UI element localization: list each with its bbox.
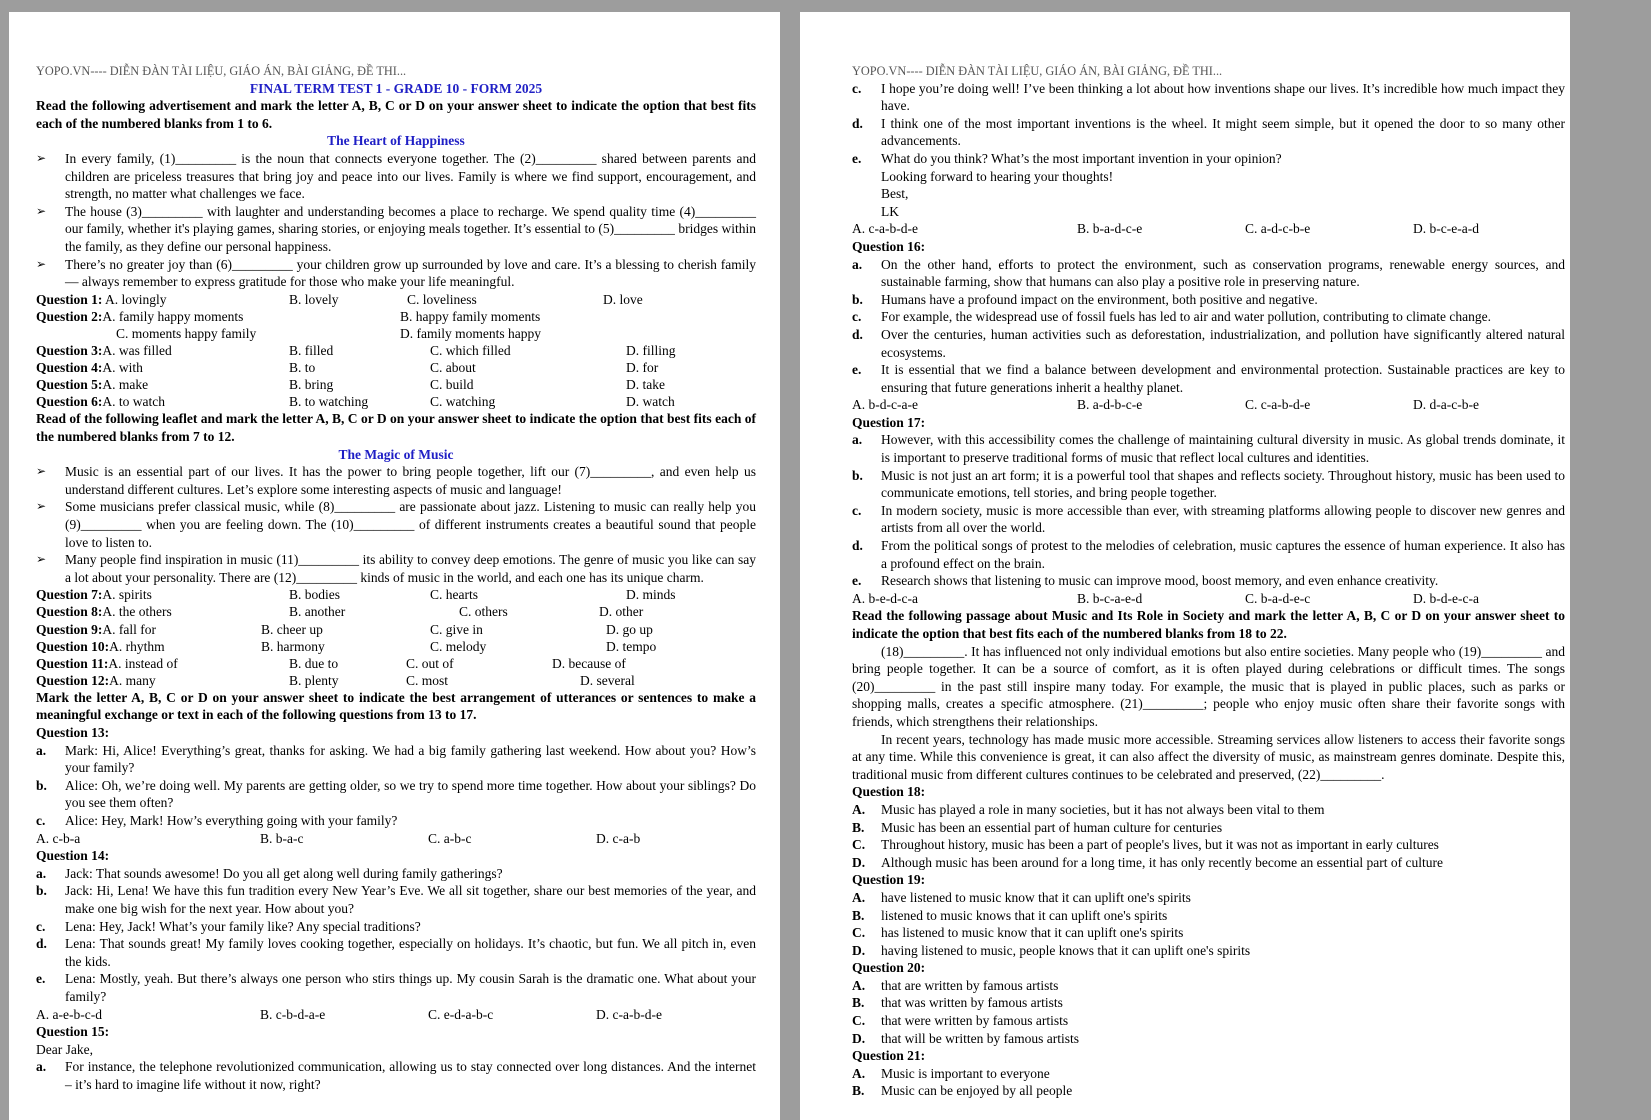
letter-closing: Looking forward to hearing your thoughts! [881,168,1114,184]
option-item: D. Although music has been around for a long time, it has only recently become an essential part of culture [852,854,1443,870]
option-item: d. Lena: That sounds great! My family loves cooking together, especially on holidays. It’s chaotic, but fun. We all pitch in, even the kids. [36,936,756,969]
option-item: b. Humans have a profound impact on the environment, both positive and negative. [852,291,1318,307]
option-item: e. Lena: Mostly, yeah. But there’s always one person who stirs things up. My cousin Sarah is the dramatic one. What about your family? [36,971,756,1004]
question-5: Question 5:A. make B. bring C. build D. take [36,377,665,393]
option-item: e. Research shows that listening to music can improve mood, boost memory, and even enhance creativity. [852,573,1439,589]
option-item: a. Jack: That sounds awesome! Do you all get along well during family gatherings? [36,865,503,881]
page-header: YOPO.VN---- DIỄN ĐÀN TÀI LIỆU, GIÁO ÁN, BÀI GIẢNG, ĐỀ THI... [36,64,407,78]
right-page [800,12,1570,1120]
option-item: c. I hope you’re doing well! I’ve been thinking a lot about how inventions shape our lives. It’s incredible how much impact they have. [852,80,1565,114]
option-item: b. Alice: Oh, we’re doing well. My parents are getting older, so we try to spend more time together. How about your siblings? Do you see them often? [36,777,756,811]
question-18-label: Question 18: [852,784,926,800]
answer-options: A. a-e-b-c-d B. c-b-d-a-e C. e-d-a-b-c D. c-a-b-d-e [36,1006,662,1022]
question-6: Question 6:A. to watch B. to watching C. watching D. watch [36,394,675,410]
question-4: Question 4:A. with B. to C. about D. for [36,360,659,376]
instruction-2: Read of the following leaflet and mark the letter A, B, C or D on your answer sheet to indicate the option that best fits each of the numbered blanks from 7 to 12. [36,411,756,444]
option-item: c. Alice: Hey, Mark! How’s everything going with your family? [36,813,398,829]
passage-title-1: The Heart of Happiness [327,133,465,149]
option-item: B. listened to music knows that it can uplift one's spirits [852,907,1168,923]
instruction-1: Read the following advertisement and mark the letter A, B, C or D on your answer sheet to indicate the option that best fits each of the numbered blanks from 1 to 6. [36,98,756,131]
option-item: B. Music can be enjoyed by all people [852,1083,1073,1099]
option-item: c. Lena: Hey, Jack! What’s your family like? Any special traditions? [36,918,421,934]
option-item: A. Music has played a role in many societies, but it has not always been vital to them [852,801,1325,817]
option-item: d. From the political songs of protest to the melodies of celebration, music captures the essence of human experience. It also has a profound effect on the brain. [852,538,1565,571]
option-item: D. having listened to music, people knows that it can uplift one's spirits [852,942,1251,958]
question-2-cont: C. moments happy family D. family moments happy [116,325,541,341]
option-item: d. Over the centuries, human activities such as deforestation, industrialization, and pollution have significantly altered natural ecosystems. [852,326,1565,360]
question-9: Question 9:A. fall for B. cheer up C. give in D. go up [36,621,653,637]
letter-signature: LK [881,203,899,219]
answer-options: A. c-b-a B. b-a-c C. a-b-c D. c-a-b [36,830,641,846]
question-7: Question 7:A. spirits B. bodies C. hearts D. minds [36,587,676,603]
left-page [9,12,780,1120]
option-item: A. Music is important to everyone [852,1065,1050,1081]
question-16-label: Question 16: [852,238,926,254]
letter-greeting: Dear Jake, [36,1041,93,1057]
question-11: Question 11:A. instead of B. due to C. out of D. because of [36,655,626,671]
question-17-label: Question 17: [852,414,926,430]
option-item: C. that were written by famous artists [852,1013,1069,1029]
question-14-label: Question 14: [36,848,110,864]
option-item: C. Throughout history, music has been a part of people's lives, but it was not as important in early cultures [852,837,1439,853]
passage-paragraph: In recent years, technology has made music more accessible. Streaming services allow listeners to access their favorite songs at any time. While this convenience is great, it can also affect the diversity of music, as mainstream genres dominate. Despite this, traditional music from different cultures continues to be celebrated and preserved, (22)_________. [852,731,1565,782]
question-2: Question 2:A. family happy moments B. happy family moments [36,308,541,324]
answer-options: A. c-a-b-d-e B. b-a-d-c-e C. a-d-c-b-e D. b-c-e-a-d [852,221,1479,237]
test-title: FINAL TERM TEST 1 - GRADE 10 - FORM 2025 [249,80,543,96]
bullet-paragraph: ➢ There’s no greater joy than (6)_________ your children grow up surrounded by love and care. It’s a blessing to cherish family — always remember to express gratitude for those who make your life meaningful. [36,256,756,291]
bullet-paragraph: ➢ Some musicians prefer classical music, while (8)_________ are passionate about jazz. Listening to music can really help you (9)_________ when you are feeling down. The (10)_________ of different instruments creates a beautiful sound that people love to listen to. [36,498,756,551]
answer-options: A. b-d-c-a-e B. a-d-b-c-e C. c-a-b-d-e D. d-a-c-b-e [852,397,1479,413]
option-item: B. that was written by famous artists [852,995,1063,1011]
bullet-paragraph: ➢ In every family, (1)_________ is the noun that connects everyone together. The (2)_________ shared between parents and children are priceless treasures that bring joy and peace into our lives. Family is where we find support, encouragement, and strength, no matter what challenges we face. [36,150,756,203]
question-15-label: Question 15: [36,1024,110,1040]
answer-options: A. b-e-d-c-a B. b-c-a-e-d C. b-a-d-e-c D. b-d-e-c-a [852,590,1479,606]
option-item: B. Music has been an essential part of human culture for centuries [852,819,1223,835]
question-12: Question 12:A. many B. plenty C. most D. several [36,672,635,688]
question-8: Question 8:A. the others B. another C. others D. other [36,604,644,620]
option-item: A. that are written by famous artists [852,977,1059,993]
bullet-paragraph: ➢ Music is an essential part of our lives. It has the power to bring people together, lift our (7)_________, and even help us understand different cultures. Let’s explore some interesting aspects of music and language! [36,463,756,498]
passage-paragraph: (18)_________. It has influenced not only individual emotions but also entire societies. Many people who (19)_________ and bring people together. It can be a source of comfort, as it is often played during celebrations or difficult times. The songs (20)_________ in the past still inspire many today. For example, the music that is played in public places, such as parks or shopping malls, creates a specific atmosphere. (21)_________; people who enjoy music often share their favorite songs with friends, which strengthens their relationships. [852,643,1565,729]
option-item: a. Mark: Hi, Alice! Everything’s great, thanks for asking. We had a big family gathering last weekend. How about you? How’s your family? [36,742,756,776]
letter-closing: Best, [881,186,909,202]
option-item: c. For example, the widespread use of fossil fuels has led to air and water pollution, contributing to climate change. [852,309,1491,325]
option-item: a. On the other hand, efforts to protect the environment, such as conservation programs, renewable energy sources, and sustainable farming, show that humans can also play a positive role in preserving nature. [852,256,1565,290]
passage-title-2: The Magic of Music [338,446,454,462]
option-item: a. For instance, the telephone revolutionized communication, allowing us to stay connected over long distances. And the internet – it’s hard to imagine life without it now, right? [36,1059,756,1092]
bullet-paragraph: ➢ The house (3)_________ with laughter and understanding becomes a place to recharge. We spend quality time (4)_________ our family, whether it's playing games, sharing stories, or enjoying meals together. It’s essential to (5)_________ bridges within the family, as they define our personal happiness. [36,203,756,256]
question-21-label: Question 21: [852,1048,926,1064]
question-1: Question 1: A. lovingly B. lovely C. loveliness D. love [36,291,643,307]
question-20-label: Question 20: [852,960,926,976]
option-item: C. has listened to music know that it can uplift one's spirits [852,925,1184,941]
option-item: b. Jack: Hi, Lena! We have this fun tradition every New Year’s Eve. We all sit together, share our best memories of the year, and make one big wish for the next year. How about you? [36,883,756,916]
page-header: YOPO.VN---- DIỄN ĐÀN TÀI LIỆU, GIÁO ÁN, BÀI GIẢNG, ĐỀ THI... [852,64,1223,78]
question-10: Question 10:A. rhythm B. harmony C. melody D. tempo [36,638,657,654]
question-3: Question 3:A. was filled B. filled C. which filled D. filling [36,343,676,358]
option-item: A. have listened to music know that it can uplift one's spirits [852,889,1191,905]
option-item: a. However, with this accessibility comes the challenge of maintaining cultural diversity in music. As global trends dominate, it is important to preserve traditional forms of music that reflect local cultures and identities. [852,432,1565,466]
instruction-3: Mark the letter A, B, C or D on your answer sheet to indicate the best arrangement of utterances or sentences to make a meaningful exchange or text in each of the following questions from 13 to 17. [36,689,756,723]
option-item: b. Music is not just an art form; it is a powerful tool that shapes and reflects society. Throughout history, music has been used to communicate emotions, tell stories, and bring people together. [852,467,1565,501]
option-item: d. I think one of the most important inventions is the wheel. It might seem simple, but it opened the door to so many other advancements. [852,115,1565,149]
option-item: e. What do you think? What’s the most important invention in your opinion? [852,150,1282,166]
question-19-label: Question 19: [852,872,926,888]
question-13-label: Question 13: [36,725,110,741]
bullet-paragraph: ➢ Many people find inspiration in music (11)_________ its ability to convey deep emotions. The genre of music you like can say a lot about your personality. There are (12)_________ kinds of music in the world, and each one has its unique charm. [36,551,756,586]
instruction-4: Read the following passage about Music and Its Role in Society and mark the letter A, B, C or D on your answer sheet to indicate the option that best fits each of the numbered blanks from 18 to 22. [852,608,1565,641]
option-item: e. It is essential that we find a balance between development and environmental protection. Sustainable practices are key to ensuring that future generations inherit a healthy planet. [852,362,1565,395]
option-item: c. In modern society, music is more accessible than ever, with streaming platforms allowing people to discover new genres and artists from all over the world. [852,502,1565,536]
option-item: D. that will be written by famous artists [852,1030,1079,1046]
